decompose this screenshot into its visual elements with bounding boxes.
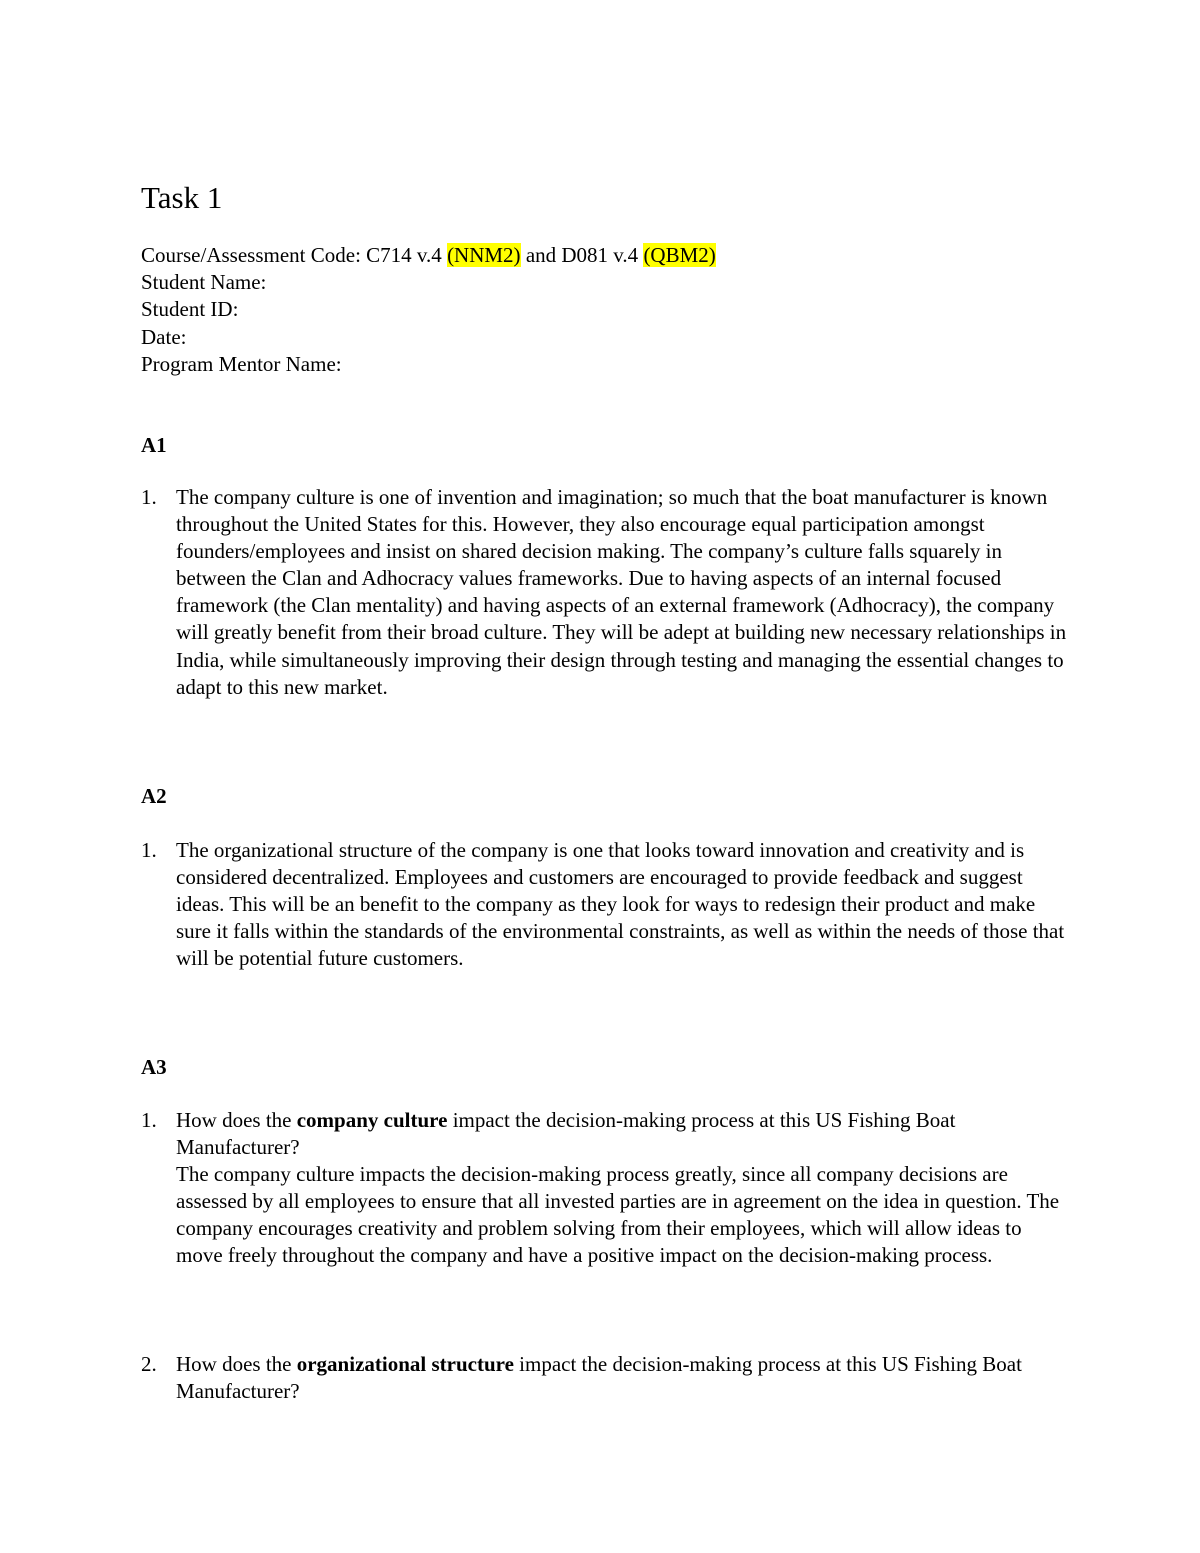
course-code-highlight-1: (NNM2) xyxy=(447,243,521,267)
a1-paragraph: The company culture is one of invention and imagination; so much that the boat manufacturer is known throughout the United States for this. However, they also encourage equal participation amongst founders/employees and insist on shared decision making. The company’s culture falls squarely in between the Clan and Adhocracy values frameworks. Due to having aspects of an internal focused framework (the Clan mentality) and having aspects of an external framework (Adhocracy), the company will greatly benefit from their broad culture. They will be adept at building new necessary relationships in India, while simultaneously improving their design through testing and managing the essential changes to adapt to this new market. xyxy=(176,485,1067,699)
course-code-label: Course/Assessment Code: C714 v.4 xyxy=(141,243,448,267)
student-id-line: Student ID: xyxy=(141,297,239,322)
a2-list-item xyxy=(141,837,1071,972)
a3-q2-question xyxy=(176,1351,1071,1405)
course-code-line xyxy=(141,242,716,269)
date-line: Date: xyxy=(141,324,187,349)
list-number: 2. xyxy=(141,1352,157,1376)
page-title: Task 1 xyxy=(141,180,223,215)
student-name-line: Student Name: xyxy=(141,270,267,295)
section-heading-a3: A3 xyxy=(141,1055,167,1079)
list-number: 1. xyxy=(141,1108,157,1132)
a3-question-2 xyxy=(141,1351,1071,1405)
a3-q1-question xyxy=(176,1107,1071,1161)
a3-q1-answer: The company culture impacts the decision-making process greatly, since all company decisions are assessed by all employees to ensure that all invested parties are in agreement on the idea in question. The company encourages creativity and problem solving from their employees, which will allow ideas to move freely throughout the company and have a positive impact on the decision-making process. xyxy=(176,1162,1060,1268)
header-info xyxy=(141,242,716,378)
question-text: How does the xyxy=(176,1108,297,1132)
question-bold-term: organizational structure xyxy=(296,1352,514,1376)
section-heading-a1: A1 xyxy=(141,433,167,457)
question-text: impact the decision-making process at this US Fishing Boat Manufacturer? xyxy=(176,1352,1022,1404)
a3-question-1 xyxy=(141,1107,1071,1270)
mentor-name-line: Program Mentor Name: xyxy=(141,351,342,376)
list-number: 1. xyxy=(141,838,157,862)
question-bold-term: company culture xyxy=(296,1108,448,1132)
question-text: impact the decision-making process at this US Fishing Boat Manufacturer? xyxy=(176,1108,956,1160)
course-code-mid: and D081 v.4 xyxy=(520,243,644,267)
a1-list-item xyxy=(141,484,1071,701)
section-heading-a2: A2 xyxy=(141,784,167,808)
list-number: 1. xyxy=(141,485,157,509)
course-code-highlight-2: (QBM2) xyxy=(643,243,716,267)
question-text: How does the xyxy=(176,1352,297,1376)
a2-paragraph: The organizational structure of the company is one that looks toward innovation and creativity and is considered decentralized. Employees and customers are encouraged to provide feedback and suggest ideas. This will be an benefit to the company as they look for ways to redesign their product and make sure it falls within the standards of the environmental constraints, as well as within the needs of those that will be potential future customers. xyxy=(176,838,1065,971)
